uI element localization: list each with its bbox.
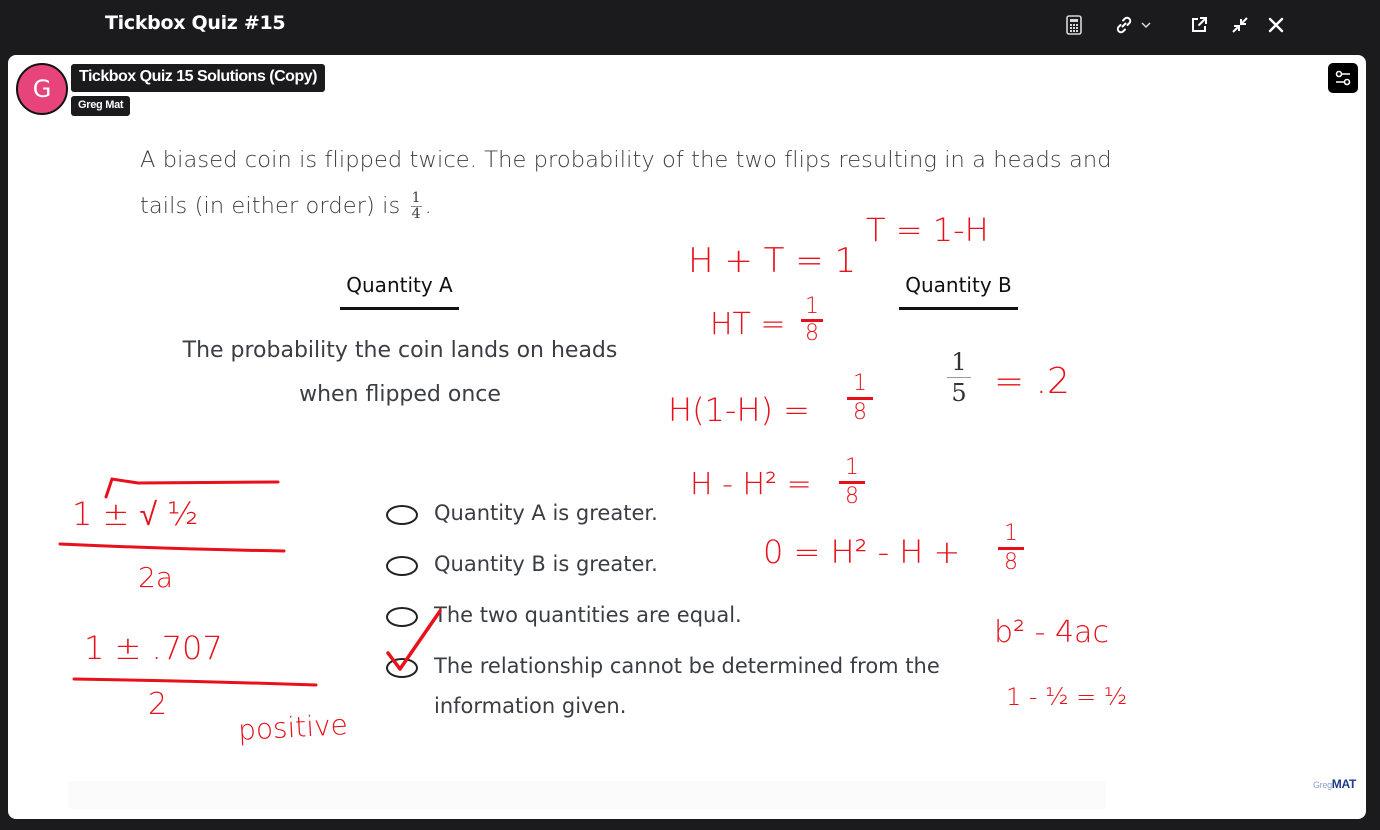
option-quantity-a-greater[interactable]: Quantity A is greater. (386, 501, 658, 533)
question-line-1: A biased coin is flipped twice. The probability of the two flips resulting in a heads and (140, 147, 1112, 173)
greg-mat-logo: GregMAT (1312, 777, 1356, 791)
sliders-icon (1334, 70, 1352, 86)
annotation-quadratic-denominator: 2a (138, 561, 173, 594)
option-quantity-b-greater[interactable]: Quantity B is greater. (386, 552, 658, 584)
annotation-approx-denominator: 2 (148, 687, 168, 722)
option-cannot-be-determined[interactable]: The relationship cannot be determined from the information given. (386, 654, 940, 726)
open-external-icon[interactable] (1187, 13, 1211, 37)
quantity-a-heading: Quantity A (340, 273, 459, 310)
radio-button[interactable] (386, 658, 418, 678)
annotation-t-equals: T = 1-H (866, 211, 989, 249)
annotation-quadratic: 0 = H² - H + (763, 533, 961, 571)
annotation-quadratic-fraction: 1 8 (998, 521, 1024, 576)
annotation-b-equals-point-two: = .2 (994, 361, 1070, 402)
radio-button[interactable] (386, 505, 418, 525)
annotation-discriminant-calc: 1 - ½ = ½ (1006, 683, 1128, 711)
minimize-icon[interactable] (1228, 13, 1252, 37)
video-controls-overlay (68, 781, 1106, 809)
question-line-2: tails (in either order) is $\frac{1}{4}$ . (140, 190, 432, 222)
annotation-h-minus-h-squared: H - H² = (690, 467, 812, 502)
question-line-2-text: tails (in either order) is (140, 193, 401, 219)
radio-button[interactable] (386, 556, 418, 576)
annotation-ht-fraction: 1 8 (801, 295, 823, 346)
annotation-approx-numerator: 1 ± .707 (84, 629, 223, 667)
avatar[interactable] (16, 63, 68, 115)
settings-button[interactable] (1328, 63, 1358, 93)
annotation-discriminant: b² - 4ac (994, 615, 1109, 650)
window-titlebar (0, 0, 1380, 52)
avatar-letter: G (32, 75, 52, 103)
radio-button[interactable] (386, 607, 418, 627)
quantity-b-heading: Quantity B (899, 273, 1018, 310)
video-player[interactable] (8, 55, 1366, 819)
annotation-positive: positive (237, 708, 349, 747)
close-icon[interactable] (1264, 13, 1288, 37)
annotation-quadratic-numerator: 1 ± √ ½ (72, 495, 199, 533)
annotation-h-plus-t: H + T = 1 (688, 241, 857, 281)
quantity-a-text: The probability the coin lands on heads when flipped once (182, 338, 618, 407)
annotation-ht: HT = (710, 307, 786, 342)
author-name[interactable]: Greg Mat (71, 96, 130, 116)
calculator-icon[interactable] (1062, 13, 1086, 37)
option-quantities-equal[interactable]: The two quantities are equal. (386, 603, 742, 635)
link-icon[interactable] (1112, 13, 1136, 37)
annotation-h-one-minus-h-fraction: 1 8 (847, 371, 873, 426)
video-title[interactable]: Tickbox Quiz 15 Solutions (Copy) (71, 64, 325, 92)
annotation-h-minus-h-squared-fraction: 1 8 (839, 455, 865, 510)
chevron-down-icon[interactable] (1139, 13, 1153, 37)
window-title: Tickbox Quiz #15 (105, 12, 286, 34)
quantity-b-fraction: $\frac{1}{5}$ (947, 347, 971, 408)
annotation-h-one-minus-h: H(1-H) = (668, 391, 810, 429)
fraction-one-quarter: $\frac{1}{4}$ (411, 190, 421, 222)
